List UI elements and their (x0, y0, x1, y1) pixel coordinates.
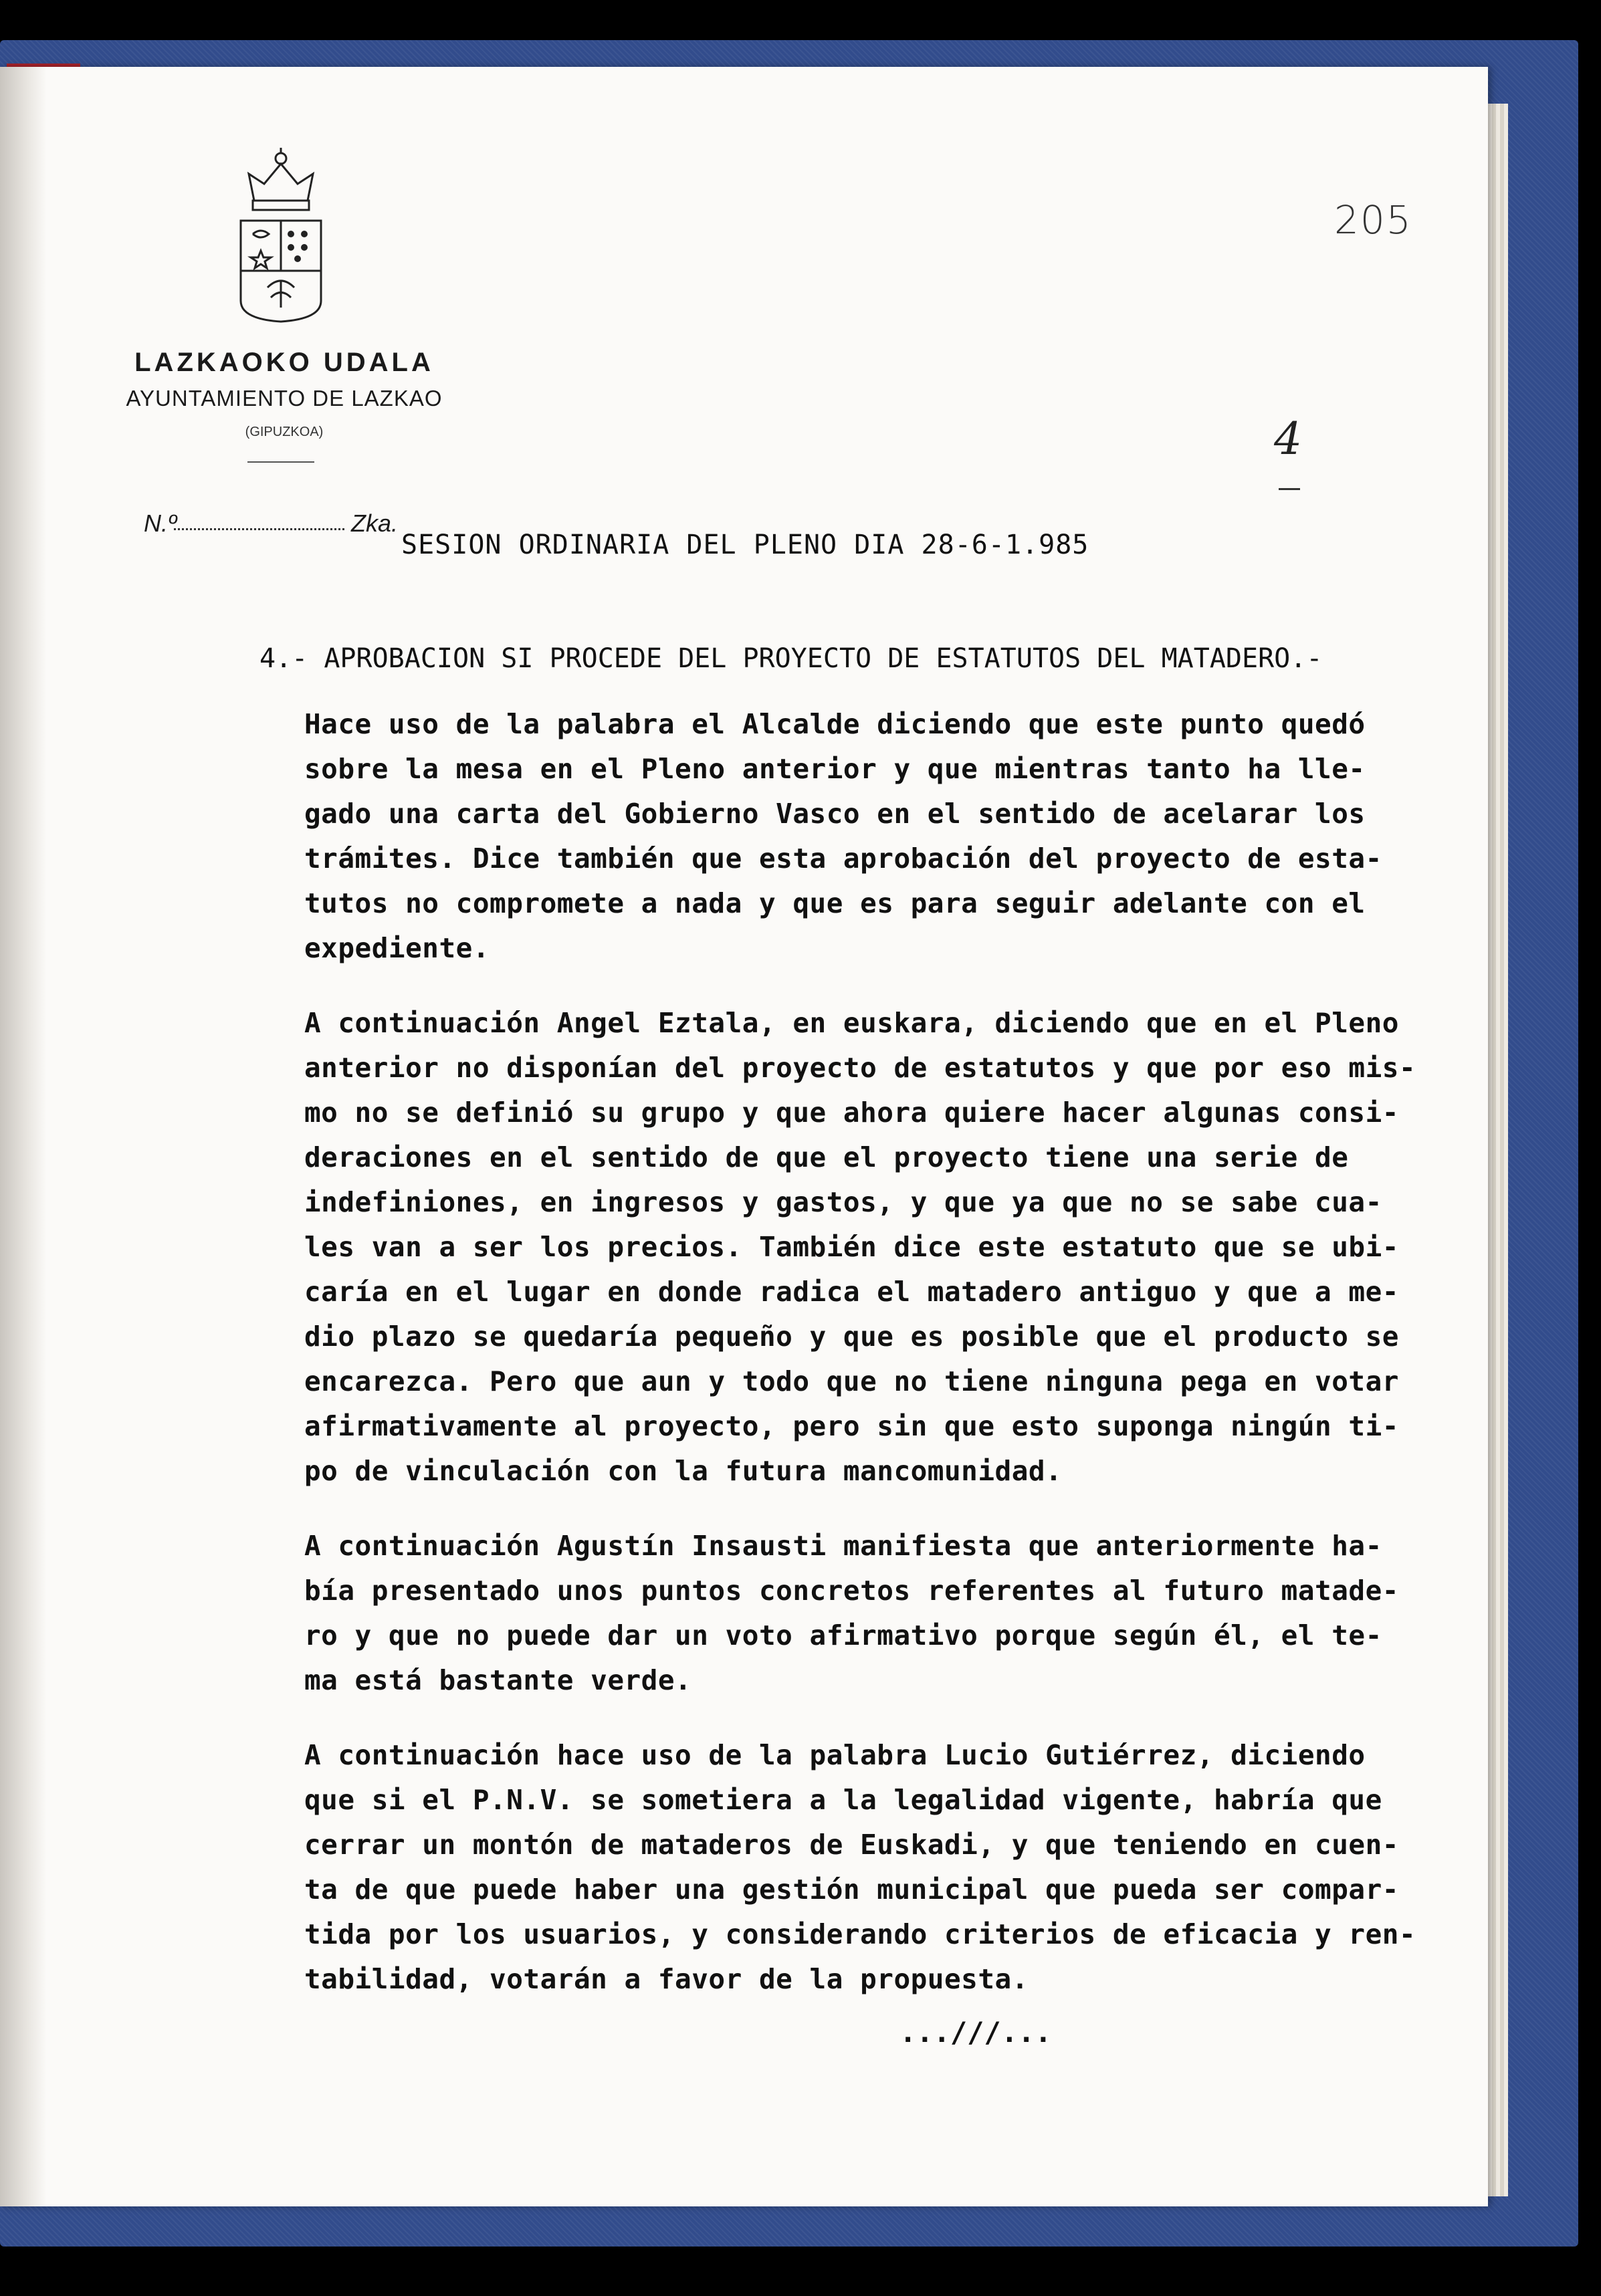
zka-label: Zka. (351, 509, 399, 537)
session-title: SESION ORDINARIA DEL PLENO DIA 28-6-1.985 (401, 530, 1089, 560)
number-field-dots (174, 528, 344, 530)
paragraph (304, 1001, 1481, 1494)
minutes-body (304, 702, 1481, 2032)
text-line: cerrar un montón de mataderos de Euskadi, y que teniendo en cuen- (304, 1829, 1399, 1861)
text-line: bía presentado unos puntos concretos referentes al futuro matade- (304, 1575, 1399, 1607)
text-line: caría en el lugar en donde radica el matadero antiguo y que a me- (304, 1276, 1399, 1308)
text-line: expediente. (304, 932, 490, 964)
paragraph (304, 1524, 1481, 1703)
text-line: A continuación Agustín Insausti manifiesta que anteriormente ha- (304, 1530, 1382, 1562)
text-line: anterior no disponían del proyecto de estatutos y que por eso mis- (304, 1052, 1416, 1084)
text-line: tida por los usuarios, y considerando criterios de eficacia y ren- (304, 1918, 1416, 1950)
org-region: (GIPUZKOA) (245, 425, 324, 439)
text-line: les van a ser los precios. También dice este estatuto que se ubi- (304, 1231, 1399, 1263)
text-line: indefiniones, en ingresos y gastos, y que ya que no se sabe cua- (304, 1186, 1382, 1218)
text-line: encarezca. Pero que aun y todo que no tiene ninguna pega en votar (304, 1365, 1399, 1397)
folio-number: 205 (1334, 197, 1412, 243)
text-line: Hace uso de la palabra el Alcalde diciendo que este punto quedó (304, 708, 1366, 740)
text-line: dio plazo se quedaría pequeño y que es posible que el producto se (304, 1321, 1399, 1353)
text-line: ma está bastante verde. (304, 1664, 692, 1696)
text-line: A continuación Angel Eztala, en euskara, diciendo que en el Pleno (304, 1007, 1399, 1039)
text-line: que si el P.N.V. se sometiera a la legalidad vigente, habría que (304, 1784, 1382, 1816)
text-line: po de vinculación con la futura mancomunidad. (304, 1455, 1063, 1487)
document-page (0, 67, 1488, 2206)
letterhead-divider (247, 461, 314, 463)
text-line: deraciones en el sentido de que el proyecto tiene una serie de (304, 1141, 1349, 1173)
handwritten-page-mark: 4 (1274, 413, 1302, 465)
text-line: tabilidad, votarán a favor de la propuesta. (304, 1963, 1029, 1995)
org-subtitle: AYUNTAMIENTO DE LAZKAO (126, 386, 443, 411)
number-label: N.º (144, 509, 177, 537)
page-mark-underline (1279, 488, 1300, 490)
org-name: LAZKAOKO UDALA (134, 348, 434, 377)
text-line: ro y que no puede dar un voto afirmativo porque según él, el te- (304, 1619, 1382, 1651)
text-line: mo no se definió su grupo y que ahora quiere hacer algunas consi- (304, 1097, 1399, 1129)
text-line: sobre la mesa en el Pleno anterior y que mientras tanto ha lle- (304, 753, 1366, 785)
text-line: tutos no compromete a nada y que es para seguir adelante con el (304, 887, 1366, 919)
agenda-item-title: 4.- APROBACION SI PROCEDE DEL PROYECTO DE ESTATUTOS DEL MATADERO.- (259, 643, 1323, 674)
paragraph (304, 702, 1481, 971)
text-line: ta de que puede haber una gestión municipal que pueda ser compar- (304, 1873, 1399, 1906)
text-line: afirmativamente al proyecto, pero sin que esto suponga ningún ti- (304, 1410, 1399, 1442)
text-line: trámites. Dice también que esta aprobación del proyecto de esta- (304, 842, 1382, 875)
text-line: A continuación hace uso de la palabra Lucio Gutiérrez, diciendo (304, 1739, 1366, 1771)
paragraph (304, 1733, 1481, 2002)
page-gutter (0, 67, 47, 2206)
text-line: gado una carta del Gobierno Vasco en el sentido de acelarar los (304, 798, 1366, 830)
continuation-mark: ...///... (899, 2016, 1052, 2049)
coat-of-arms-icon (234, 144, 328, 324)
